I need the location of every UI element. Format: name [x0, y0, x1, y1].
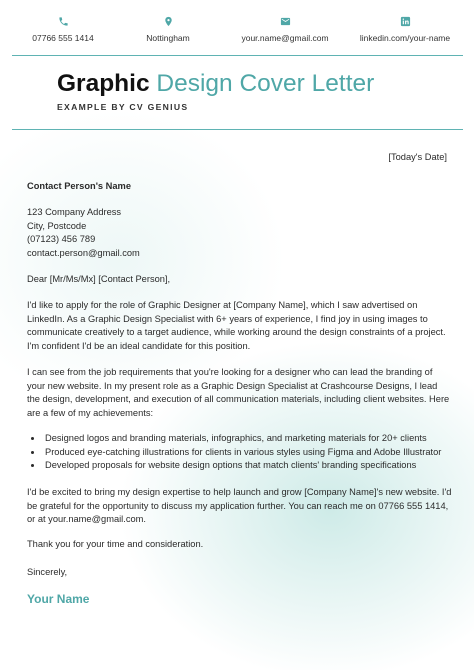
location-pin-icon: [163, 16, 174, 27]
list-item: • Designed logos and branding materials, infographics, and marketing materials for 20+ clients: [43, 432, 452, 446]
signature-name: Your Name: [27, 592, 90, 606]
letter-date: [Today's Date]: [388, 152, 447, 162]
title-light: Design Cover Letter: [156, 70, 375, 97]
address-line: (07123) 456 789: [27, 234, 96, 245]
page-title: [57, 72, 374, 97]
address-line: 123 Company Address: [27, 207, 122, 217]
linkedin-text: linkedin.com/your-name: [359, 33, 451, 43]
email-text: your.name@gmail.com: [241, 33, 329, 43]
closing-line: Sincerely,: [27, 567, 68, 577]
list-item: • Developed proposals for website design options that match clients' branding specifications: [43, 459, 452, 473]
salutation: Dear [Mr/Ms/Mx] [Contact Person],: [27, 274, 171, 284]
paragraph-requirements: I can see from the job requirements that you're looking for a designer who can lead the branding of your new website. In my present role as a Graphic Design Specialist at Crashcourse Designs, I lead the design, development, and execution of all communication materials, including client websites. Here are a few of my achievements:: [27, 367, 450, 418]
contact-phone: [3, 16, 123, 43]
header-divider: [12, 129, 463, 130]
recipient-name: Contact Person's Name: [27, 181, 131, 191]
paragraph-intro: I'd like to apply for the role of Graphic Designer at [Company Name], which I saw advertised on LinkedIn. As a Graphic Design Specialist with 6+ years of experience, I find joy in using images to communicate creatively to a target audience, while working around the design constraints of a project. I'm confident I'd be an ideal candidate for this position.: [27, 300, 446, 351]
address-line: contact.person@gmail.com: [27, 247, 140, 258]
page-subtitle: EXAMPLE BY CV GENIUS: [57, 102, 189, 112]
contact-location: [108, 16, 228, 43]
paragraph-closing: I'd be excited to bring my design expertise to help launch and grow [Company Name]'s new website. I'd be grateful for the opportunity to discuss my application further. You can reach me on 07766 555 1414, or at your.name@gmail.com.: [27, 487, 452, 525]
contact-linkedin: [345, 16, 465, 43]
list-item: • Produced eye-catching illustrations for clients in various styles using Figma and Adobe Illustrator: [43, 446, 452, 460]
contact-email: [225, 16, 345, 43]
title-bold: Graphic: [57, 70, 150, 97]
achievements-list: [27, 432, 452, 473]
location-text: Nottingham: [146, 33, 190, 43]
email-icon: [280, 16, 291, 27]
phone-icon: [58, 16, 69, 27]
top-divider: [12, 55, 463, 56]
linkedin-icon: [400, 16, 411, 27]
recipient-address: [27, 206, 452, 260]
contact-bar: [12, 16, 464, 54]
address-line: City, Postcode: [27, 220, 87, 231]
thanks-line: Thank you for your time and consideration.: [27, 539, 204, 549]
phone-text: 07766 555 1414: [32, 33, 94, 43]
